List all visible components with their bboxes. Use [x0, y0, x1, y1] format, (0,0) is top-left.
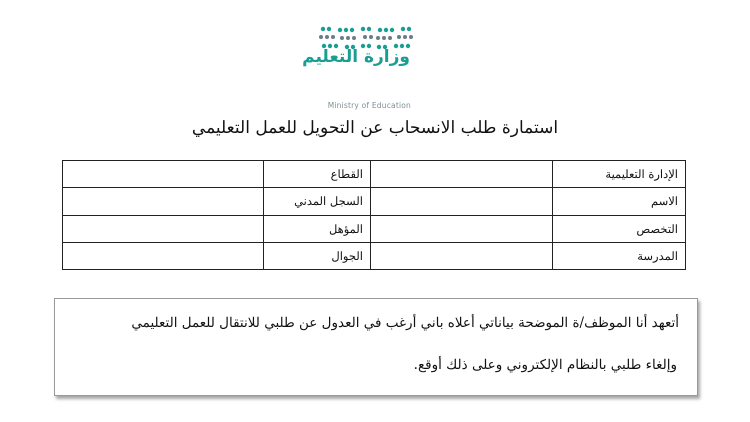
table-row	[63, 188, 686, 215]
value-cell[interactable]	[63, 242, 264, 269]
table-row	[63, 242, 686, 269]
label-cell: الجوال	[264, 242, 371, 269]
value-cell[interactable]	[371, 215, 553, 242]
label-cell: السجل المدني	[264, 188, 371, 215]
table-row	[63, 215, 686, 242]
pledge-line-1: أتعهد أنا الموظف/ة الموضحة بياناتي أعلاه باني أرغب في العدول عن طلبي للانتقال للعمل التعليمي	[131, 315, 679, 331]
value-cell[interactable]	[371, 161, 553, 188]
label-cell: المؤهل	[264, 215, 371, 242]
pledge-box	[54, 298, 698, 396]
form-title: استمارة طلب الانسحاب عن التحويل للعمل التعليمي	[191, 118, 559, 138]
ministry-logo	[302, 24, 414, 110]
label-cell: القطاع	[264, 161, 371, 188]
value-cell[interactable]	[371, 188, 553, 215]
pledge-line-2: وإلغاء طلبي بالنظام الإلكتروني وعلى ذلك أوقع.	[413, 357, 677, 373]
value-cell[interactable]	[63, 215, 264, 242]
value-cell[interactable]	[371, 242, 553, 269]
table-row	[63, 161, 686, 188]
value-cell[interactable]	[63, 161, 264, 188]
info-table	[62, 160, 686, 270]
ministry-name-english: Ministry of Education	[327, 101, 411, 110]
label-cell: التخصص	[553, 215, 686, 242]
value-cell[interactable]	[63, 188, 264, 215]
label-cell: الاسم	[553, 188, 686, 215]
label-cell: الإدارة التعليمية	[553, 161, 686, 188]
label-cell: المدرسة	[553, 242, 686, 269]
ministry-name-arabic: وزارة التعليم	[302, 47, 410, 67]
